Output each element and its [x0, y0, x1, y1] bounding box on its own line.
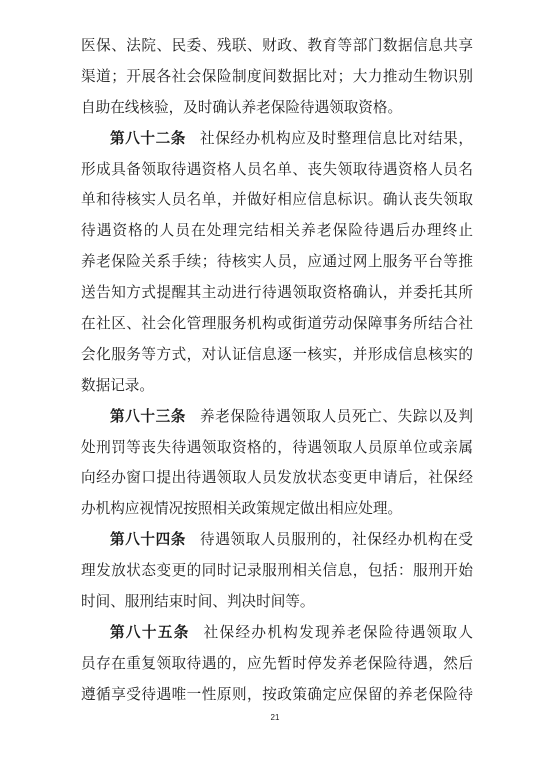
article-text: 待遇领取人员服刑的，社保经办机构在受: [200, 531, 473, 549]
article-85: [81, 618, 473, 711]
text-line: 在社区、社会化管理服务机构或街道劳动保障事务所结合社: [81, 315, 473, 333]
article-heading: 第八十三条: [110, 407, 186, 425]
text-line: [81, 618, 473, 649]
text-line: 数据记录。: [81, 376, 154, 394]
paragraph-continuation: [81, 31, 473, 124]
text-line: 处刑罚等丧失待遇领取资格的，待遇领取人员原单位或亲属: [81, 438, 473, 456]
article-84: [81, 525, 473, 618]
document-body: [81, 31, 473, 711]
article-heading: 第八十四条: [110, 531, 186, 549]
text-line: 自助在线核验，及时确认养老保险待遇领取资格。: [81, 98, 403, 116]
text-line: 形成具备领取待遇资格人员名单、丧失领取待遇资格人员名: [81, 160, 473, 178]
text-line: [81, 402, 473, 433]
text-line: 单和待核实人员名单，并做好相应信息标识。确认丧失领取: [81, 191, 473, 209]
text-line: 员存在重复领取待遇的，应先暂时停发养老保险待遇，然后: [81, 654, 473, 672]
article-83: [81, 402, 473, 526]
text-line: 时间、服刑结束时间、判决时间等。: [81, 593, 315, 611]
article-text: 社保经办机构发现养老保险待遇领取人: [203, 623, 473, 641]
text-line: 理发放状态变更的同时记录服刑相关信息，包括：服刑开始: [81, 562, 473, 580]
text-line: 渠道；开展各社会保险制度间数据比对；大力推动生物识别: [81, 67, 473, 85]
text-line: 待遇资格的人员在处理完结相关养老保险待遇后办理终止: [81, 222, 473, 240]
text-line: [81, 124, 473, 155]
article-heading: 第八十五条: [110, 623, 190, 641]
article-text: 社保经办机构应及时整理信息比对结果，: [200, 129, 473, 147]
text-line: 会化服务等方式，对认证信息逐一核实，并形成信息核实的: [81, 345, 473, 363]
text-line: 送告知方式提醒其主动进行待遇领取资格确认，并委托其所: [81, 284, 473, 302]
article-82: [81, 124, 473, 402]
text-line: 向经办窗口提出待遇领取人员发放状态变更申请后，社保经: [81, 469, 473, 487]
text-line: [81, 525, 473, 556]
text-line: 医保、法院、民委、残联、财政、教育等部门数据信息共享: [81, 37, 473, 54]
text-line: 办机构应视情况按照相关政策规定做出相应处理。: [81, 500, 403, 518]
text-line: 遵循享受待遇唯一性原则，按政策确定应保留的养老保险待: [81, 685, 473, 703]
page-number: 21: [270, 713, 280, 722]
article-text: 养老保险待遇领取人员死亡、失踪以及判: [200, 407, 473, 425]
text-line: 养老保险关系手续；待核实人员，应通过网上服务平台等推: [81, 253, 473, 271]
article-heading: 第八十二条: [110, 129, 186, 147]
